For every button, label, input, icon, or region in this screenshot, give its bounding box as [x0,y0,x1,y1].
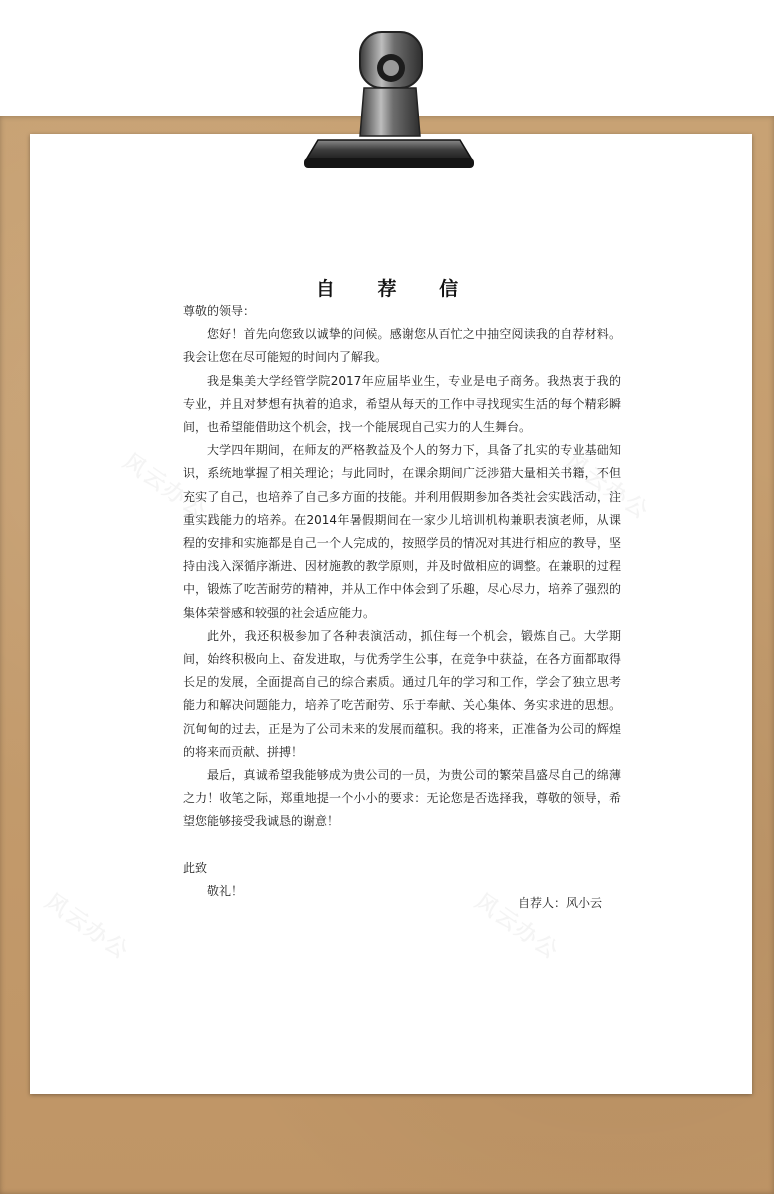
paragraph-greeting: 您好！首先向您致以诚挚的问候。感谢您从百忙之中抽空阅读我的自荐材料。我会让您在尽可能短的时间内了解我。 [183,327,621,365]
signature: 自荐人：风小云 [518,896,603,910]
binder-clip-icon [298,28,480,174]
paragraph-activities: 此外，我还积极参加了各种表演活动，抓住每一个机会，锻炼自己。大学期间，始终积极向上、奋发进取，与优秀学生公事，在竞争中获益，在各方面都取得长足的发展，全面提高自己的综合素质。通过几年的学习和工作，学会了独立思考能力和解决问题能力，培养了吃苦耐劳、乐于奉献、关心集体、务实求进的思想。沉甸甸的过去，正是为了公司未来的发展而蕴积。我的将来，正准备为公司的辉煌的将来而贡献、拼搏！ [183,628,621,759]
paragraph-introduction: 我是集美大学经管学院2017年应届毕业生，专业是电子商务。我热衷于我的专业，并且对梦想有执着的追求，希望从每天的工作中寻找现实生活的每个精彩瞬间，也希望能借助这个机会，找一个能展现自己实力的人生舞台。 [183,373,621,435]
regards-line: 敬礼！ [207,883,244,898]
letter-title: 自 荐 信 [315,278,477,300]
letter-body [183,300,621,903]
closing-line: 此致 [183,860,208,875]
salutation: 尊敬的领导： [183,304,256,318]
paragraph-closing: 最后，真诚希望我能够成为贵公司的一员，为贵公司的繁荣昌盛尽自己的绵薄之力！收笔之际，郑重地提一个小小的要求：无论您是否选择我，尊敬的领导，希望您能够接受我诚恳的谢意！ [183,768,621,829]
paragraph-university: 大学四年期间，在师友的严格教益及个人的努力下，具备了扎实的专业基础知识，系统地掌握了相关理论；与此同时，在课余期间广泛涉猎大量相关书籍，不但充实了自己，也培养了自己多方面的技能。并利用假期参加各类社会实践活动，注重实践能力的培养。在2014年暑假期间在一家少儿培训机构兼职表演老师，从课程的安排和实施都是自己一个人完成的，按照学员的情况对其进行相应的教导，坚持由浅入深循序渐进、因材施教的教学原则，并及时做相应的调整。在兼职的过程中，锻炼了吃苦耐劳的精神，并从工作中体会到了乐趣，尽心尽力，培养了强烈的集体荣誉感和较强的社会适应能力。 [183,443,621,620]
